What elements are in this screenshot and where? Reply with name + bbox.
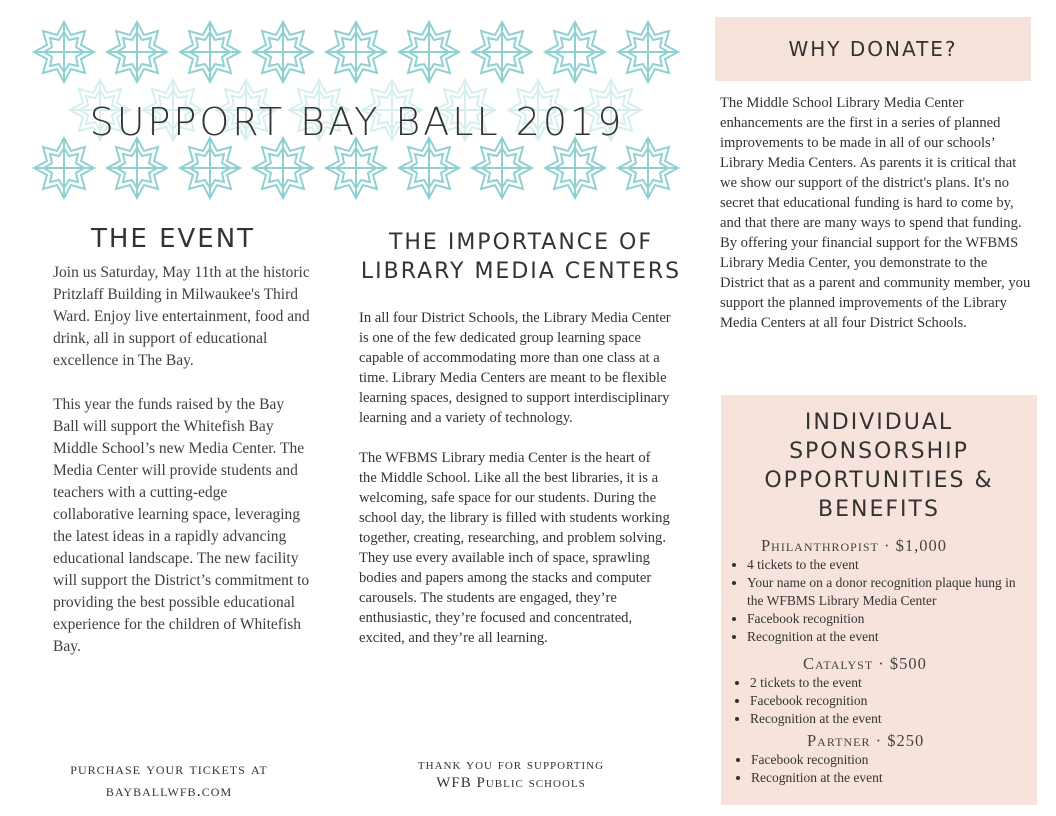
list-item: • Facebook recognition	[747, 610, 1023, 628]
event-paragraph-1: Join us Saturday, May 11th at the historic Pritzlaff Building in Milwaukee's Third Ward. Enjoy live entertainment, food and drink, all in support of educational excellence in The Bay.	[53, 264, 310, 369]
tier-partner	[721, 731, 1037, 787]
importance-paragraph-1: In all four District Schools, the Library Media Center is one of the few dedicated group learning space capable of accommodating more than one class at a time. Library Media Centers are meant to be flexible learning spaces, designed to support interdisciplinary learning and a variety of technology.	[359, 310, 671, 426]
importance-heading: THE IMPORTANCE OF LIBRARY MEDIA CENTERS	[360, 230, 682, 284]
why-donate-heading: WHY DONATE?	[788, 37, 958, 61]
benefit-list	[721, 751, 1037, 787]
list-item: • Facebook recognition	[751, 751, 1037, 769]
list-item: • Facebook recognition	[750, 692, 1037, 710]
tier-name: Philanthropist · $1,000	[761, 536, 947, 555]
list-item: • Your name on a donor recognition plaque hung in the WFBMS Library Media Center	[747, 574, 1023, 610]
why-donate-header	[715, 17, 1031, 81]
event-column	[53, 224, 311, 658]
event-paragraph-2: This year the funds raised by the Bay Ball will support the Whitefish Bay Middle School’s new Media Center. The Media Center will provide students and teachers with a cutting-edge collaborative learning space, leveraging the latest ideas in a rapidly advancing educational landscape. The new facility will support the District’s commitment to providing the best possible educational experience for the children of Whitefish Bay.	[53, 396, 310, 655]
list-item: • Recognition at the event	[750, 710, 1037, 728]
tier-catalyst	[721, 654, 1037, 728]
tickets-line-1: purchase your tickets at	[70, 759, 268, 778]
tickets-link[interactable]: bayballwfb.com	[105, 781, 233, 800]
page-title: SUPPORT BAY BALL 2019	[89, 100, 625, 144]
sponsorship-panel	[721, 395, 1037, 805]
banner	[28, 16, 686, 204]
thanks-line-1: thank you for supporting	[417, 757, 605, 773]
list-item: • Recognition at the event	[751, 769, 1037, 787]
list-item: • Recognition at the event	[747, 628, 1023, 646]
thanks-line-2: WFB Public schools	[436, 775, 586, 791]
importance-paragraph-2: The WFBMS Library media Center is the heart of the Middle School. Like all the best libraries, it is a welcoming, safe space for our students. During the school day, the library is filled with students working together, creating, researching, and problem solving. They use every available inch of space, sprawling bodies and papers among the stacks and computer carousels. The students are engaged, they’re enthusiastic, they’re focused and concentrated, excited, and they’re all learning.	[359, 450, 670, 646]
list-item: • 4 tickets to the event	[747, 556, 1023, 574]
sponsorship-heading: INDIVIDUAL SPONSORSHIP OPPORTUNITIES & BENEFITS	[764, 410, 994, 522]
tier-name: Catalyst · $500	[803, 654, 927, 673]
benefit-list	[721, 674, 1037, 728]
why-donate-text: The Middle School Library Media Center enhancements are the first in a series of planned improvements to be made in all of our schools’ Library Media Centers. As parents it is critical that we show our support of the district's plans. It's no secret that educational funding is hard to come by, and that there are many ways to spend that funding. By offering your financial support for the WFBMS Library Media Center, you demonstrate to the District that as a parent and community member, you support the planned improvements of the Library Media Centers at all four District Schools.	[720, 95, 1031, 331]
tickets-callout	[40, 758, 298, 802]
tier-philanthropist	[721, 536, 1037, 646]
thanks-note	[359, 756, 663, 792]
tier-name: Partner · $250	[807, 731, 925, 750]
event-heading: THE EVENT	[90, 224, 256, 254]
list-item: • 2 tickets to the event	[750, 674, 1037, 692]
benefit-list	[721, 556, 1023, 646]
importance-column	[359, 228, 682, 648]
